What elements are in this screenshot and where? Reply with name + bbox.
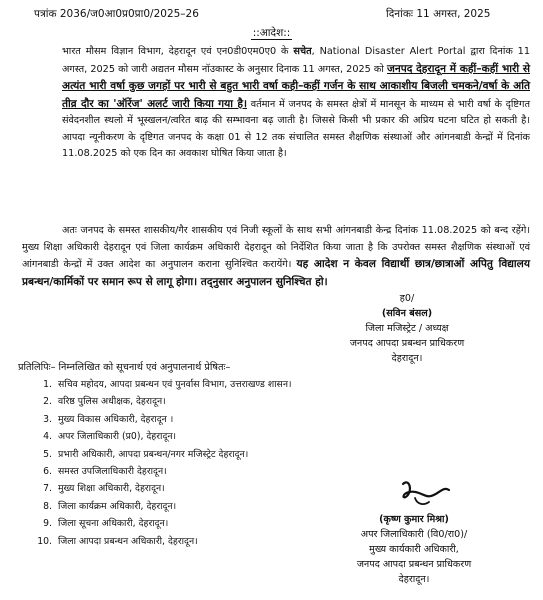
copy-to-item [24,533,292,550]
signature-block-dm [332,291,482,366]
copy-to-item-number: 7. [43,483,52,495]
adm-designation-3: जनपद आपदा प्रबन्धन प्राधिकरण [356,559,472,570]
copy-to-heading: प्रतिलिपिः– निम्नलिखित को सूचनार्थ एवं अनुपालनार्थ प्रेषितः– [18,362,231,373]
para1-rest: वर्तमान में जनपद के समस्त क्षेत्रों में मानसून के माध्यम से भारी वर्षा के दृष्टिगत संवेदनशील स्थलो में भूस्खलन/त्वरित बाढ़ की सम्भावना बढ़ जाती है। जिससे किसी भी प्रकार की अप्रिय घटना घटित हो सकती है। आपदा न्यूनीकरण के दृष्टिगत जनपद के कक्षा 01 से 12 तक संचालित समस्त शैक्षणिक संस्थाओं और आंगनबाडी केन्द्रों में दिनांक 11.08.2025 को एक दिन का अवकाश घोषित किया जाता है। [62,98,530,159]
signatory-name-dm: (सविन बंसल) [381,308,433,319]
order-paragraph-2 [22,223,530,291]
copy-to-item-text: प्रभारी अधिकारी, आपदा प्रबन्धन/नगर मजिस्ट्रेट देहरादून। [58,448,249,460]
copy-to-item-number: 10. [37,535,52,547]
copy-to-item [24,411,292,428]
signatory-designation-2: जनपद आपदा प्रबन्धन प्राधिकरण [349,338,465,349]
copy-to-item-number: 3. [43,413,52,425]
copy-to-item-number: 9. [43,518,52,530]
signatory-place: देहरादून। [391,353,423,364]
letter-number: पत्रांक 2036/ज0आ0प्र0प्रा0/2025–26 [34,8,199,20]
copy-to-item [24,428,292,445]
copy-to-item-number: 2. [43,396,52,408]
copy-to-item-text: जिला सूचना अधिकारी, देहरादून। [58,518,169,530]
letter-date: दिनांकः 11 अगस्त, 2025 [386,8,491,20]
copy-to-item-text: जिला आपदा प्रबन्धन अधिकारी, देहरादून। [58,535,198,547]
copy-to-item-text: मुख्य शिक्षा अधिकारी, देहरादून। [58,483,165,495]
copy-to-item-text: मुख्य विकास अधिकारी, देहरादून । [58,413,174,425]
copy-to-list [24,376,292,550]
adm-place: देहरादून। [398,574,430,585]
order-title [0,26,543,40]
para1-portal: , National Disaster Alert Portal द्वारा दिनांक 11 अगस्त, 2025 को जारी अद्यतन मौसम नॉउकास्ट के अनुसार दिनाक 11 अगस्त, 2025 को [62,46,530,75]
adm-designation-1: अपर जिलाधिकारी (वि0/रा0)/ [360,529,468,540]
copy-to-item-text: सचिव महोदय, आपदा प्रबन्धन एवं पुनर्वास विभाग, उत्तराखण्ड शासन। [58,379,292,390]
para2-body: अतः जनपद के समस्त शासकीय/गैर शासकीय एवं निजी स्कूलों के साथ सभी आंगनबाडी केन्द्र दिनांक 11.08.2025 को बन्द रहेंगे। मुख्य शिक्षा अधिकारी देहरादून एवं जिला कार्यक्रम अधिकारी देहरादून को निर्देशित किया जाता है कि उपरोक्त समस्त शैक्षणिक संस्थाओं एवं आंगनबाडी केन्द्रों में उक्त आदेश का अनुपालन कराना सुनिश्चित करायेंगे। [22,225,530,270]
signature-sd: ह0/ [399,293,415,304]
copy-to-item-text: वरिष्ठ पुलिस अधीक्षक, देहरादून। [58,396,166,408]
handwritten-signature [395,476,455,514]
para1-alert-warning: जनपद देहरादून में कहीं–कहीं भारी से अत्यंत भारी वर्षा कुछ जगहों पर भारी से बहुत भारी वर्षा कही–कहीं गर्जन के साथ आकाशीय बिजली चमकने/वर्षा के अति तीव्र दौर का 'ऑरेंज' अलर्ट जारी किया गया है। [62,62,530,110]
copy-to-item [24,515,292,532]
copy-to-item [24,498,292,515]
copy-to-item [24,393,292,410]
copy-to-item [24,480,292,497]
para2-bold-instruction: यह आदेश न केवल विद्यार्थी छात्र/छात्राओं अपितु विद्यालय प्रबन्धन/कार्मिकों पर समान रूप से लागू होगा। तद्नुसार अनुपालन सुनिश्चित हो। [22,258,530,288]
copy-to-item-number: 1. [43,379,52,390]
signatory-name-adm: (कृष्ण कुमार मिश्रा) [379,514,449,525]
copy-to-item [24,463,292,480]
copy-to-item-text: अपर जिलाधिकारी (प्र0), देहरादून। [58,431,177,443]
signatory-designation-1: जिला मजिस्ट्रेट / अध्यक्ष [365,323,449,334]
copy-to-item-number: 8. [43,500,52,512]
copy-to-item-number: 5. [43,448,52,460]
copy-to-item-text: जिला कार्यक्रम अधिकारी, देहरादून। [58,500,177,512]
order-paragraph-1 [62,44,530,163]
order-title-text: ::आदेश:: [252,27,291,39]
para1-intro: भारत मौसम विज्ञान विभाग, देहरादून एवं एन0डी0एम0ए0 के [62,46,294,57]
copy-to-item-text: समस्त उपजिलाधिकारी देहरादून। [58,466,167,478]
copy-to-item [24,446,292,463]
adm-designation-2: मुख्य कार्यकारी अधिकारी, [369,544,459,555]
copy-to-item [24,376,292,393]
para1-sachet: सचेत [293,46,312,57]
copy-to-item-number: 6. [43,466,52,478]
signature-block-adm [334,512,494,587]
copy-to-item-number: 4. [43,431,52,443]
